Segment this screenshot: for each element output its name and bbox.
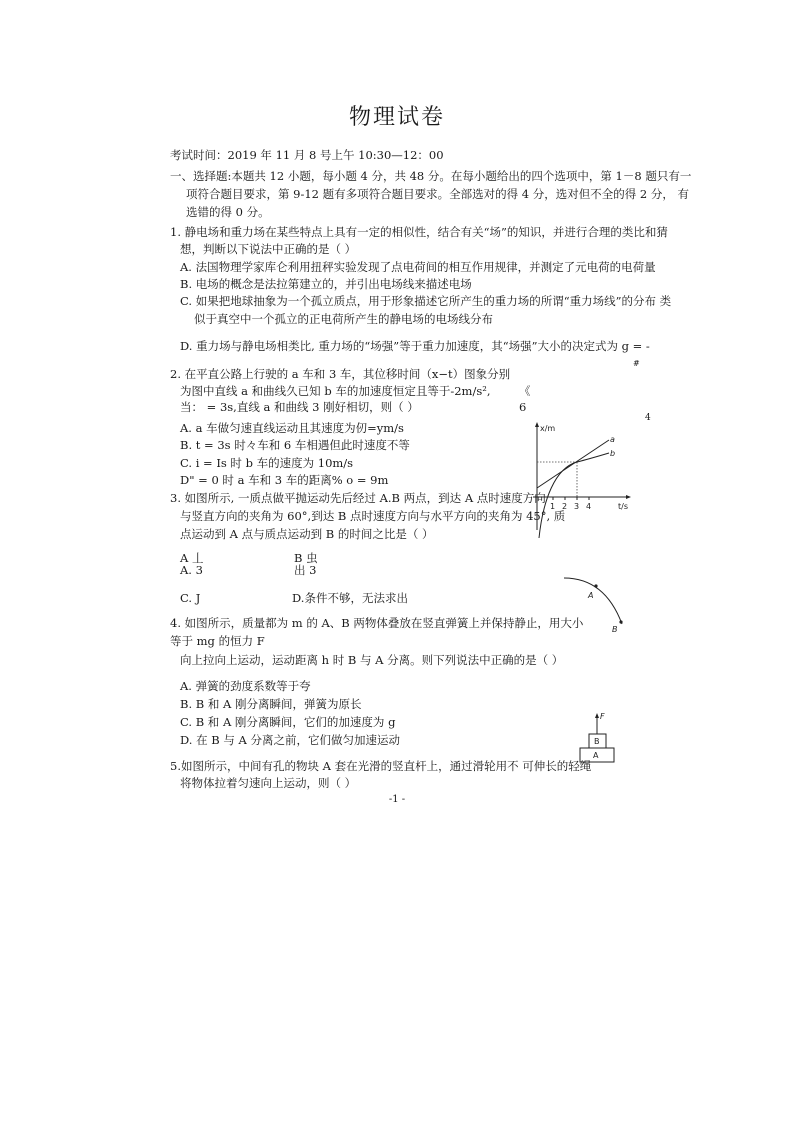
- q4-stem-line3: 向上拉向上运动，运动距离 h 时 B 与 A 分离。则下列说法中正确的是（ ）: [180, 653, 564, 667]
- q2-curve-b-label: b: [610, 449, 616, 458]
- q1-stem-line2: 想，判断以下说法中正确的是（ ）: [180, 242, 357, 256]
- q3-point-b-dot: [619, 620, 622, 623]
- q2-stem-line1: 2. 在平直公路上行驶的 a 车和 3 车，其位移时间（x−t）图象分别: [170, 367, 511, 381]
- q2-tick-1: 1: [550, 502, 556, 511]
- q3-option-b-top: B 虫: [294, 551, 318, 565]
- q3-option-a: A. 3: [180, 563, 203, 577]
- q2-tick-2: 2: [562, 502, 568, 511]
- q2-side-mark3: 4: [645, 413, 651, 423]
- q2-x-axis-label: t/s: [618, 502, 628, 511]
- q2-side-mark1: 《: [519, 384, 531, 398]
- q4-option-a: A. 弹簧的劲度系数等于夸: [180, 679, 311, 693]
- q4-block-a-label: A: [593, 751, 599, 760]
- q5-stem-line1: 5.如图所示，中间有孔的物块 A 套在光滑的竖直杆上，通过滑轮用不 可伸长的轻绳: [170, 759, 592, 773]
- q3-point-b-label: B: [612, 625, 618, 634]
- page-title: 物理试卷: [348, 105, 445, 130]
- q3-option-b: 出 3: [294, 563, 317, 577]
- q3-stem-line3: 点运动到 A 点与质点运动到 B 的时间之比是（ ）: [180, 527, 434, 541]
- q3-stem-line1: 3. 如图所示, 一质点做平抛运动先后经过 A.B 两点，到达 A 点时速度方向: [170, 491, 546, 505]
- q1-option-c-line1: C. 如果把地球抽象为一个孤立质点，用于形象描述它所产生的重力场的所谓“重力场线”的分布 类: [180, 294, 672, 308]
- q3-option-c: C. J: [180, 591, 201, 605]
- q4-option-b: B. B 和 A 刚分离瞬间，弹簧为原长: [180, 697, 362, 711]
- q2-xt-graph: [525, 420, 635, 545]
- q2-y-axis-label: x/m: [540, 424, 556, 433]
- q1-option-d: D. 重力场与静电场相类比, 重力场的“场强”等于重力加速度，其“场强”大小的决定式为 g = -: [180, 339, 650, 353]
- q1-option-c-line2: 似于真空中一个孤立的正电荷所产生的静电场的电场线分布: [194, 312, 493, 326]
- q4-stem-line1: 4. 如图所示，质量都为 m 的 A、B 两物体叠放在竖直弹簧上并保持静止，用大小: [170, 616, 584, 630]
- q4-option-c: C. B 和 A 刚分离瞬间，它们的加速度为 g: [180, 715, 396, 729]
- section-intro-line3: 选错的得 0 分。: [186, 205, 270, 219]
- page-number: -1 -: [388, 794, 406, 805]
- q3-point-a-label: A: [588, 591, 594, 600]
- q2-curve-b: [539, 453, 609, 538]
- q2-stem-line2: 为图中直线 a 和曲线久已知 b 车的加速度恒定且等于-2m/s²,: [180, 384, 491, 398]
- q3-option-a-top: A 丄: [180, 551, 204, 565]
- section-intro-line1: 一、选择题:本题共 12 小题，每小题 4 分，共 48 分。在每小题给出的四个选项中，第 1－8 题只有一: [170, 169, 692, 183]
- q5-stem-line2: 将物体拉着匀速向上运动，则（ ）: [180, 776, 357, 790]
- q1-fraction-mark: #: [633, 359, 640, 368]
- q2-side-mark2: 6: [519, 400, 527, 414]
- q2-option-b: B. t = 3s 时々车和 6 车相遇但此时速度不等: [180, 438, 410, 452]
- q2-stem-line3: 当： = 3s,直线 a 和曲线 3 刚好相切，则（ ）: [180, 400, 419, 414]
- q3-stem-line2: 与竖直方向的夹角为 60°,到达 B 点时速度方向与水平方向的夹角为 45°, 质: [180, 509, 566, 523]
- q2-line-a-label: a: [610, 435, 615, 444]
- q4-blocks-figure: [574, 710, 620, 764]
- q2-line-a: [537, 440, 609, 488]
- exam-time: 考试时间：2019 年 11 月 8 号上午 10:30—12：00: [170, 148, 444, 162]
- q2-tick-4: 4: [586, 502, 592, 511]
- q4-stem-line2: 等于 mg 的恒力 F: [170, 634, 265, 648]
- q2-option-d: D" = 0 时 a 车和 3 车的距离% o = 9m: [180, 473, 389, 487]
- q4-block-b-label: B: [594, 737, 600, 746]
- q4-option-d: D. 在 B 与 A 分离之前，它们做匀加速运动: [180, 733, 400, 747]
- section-intro-line2: 项符合题目要求，第 9-12 题有多项符合题目要求。全部选对的得 4 分，选对但不全的得 2 分， 有: [186, 187, 690, 201]
- q1-option-b: B. 电场的概念是法拉第建立的，并引出电场线来描述电场: [180, 277, 472, 291]
- q4-force-label: F: [600, 712, 605, 721]
- q2-option-a: A. a 车做匀速直线运动且其速度为仞=ym/s: [180, 421, 404, 435]
- q1-stem-line1: 1. 静电场和重力场在某些特点上具有一定的相似性，结合有关“场”的知识，并进行合理的类比和猜: [170, 225, 668, 239]
- q3-option-d: D.条件不够，无法求出: [292, 591, 408, 605]
- q2-tick-3: 3: [574, 502, 580, 511]
- q3-point-a-dot: [594, 584, 597, 587]
- q1-option-a: A. 法国物理学家库仑利用扭秤实验发现了点电荷间的相互作用规律，并测定了元电荷的电荷量: [180, 260, 656, 274]
- q2-option-c: C. i = Is 时 b 车的速度为 10m/s: [180, 456, 354, 470]
